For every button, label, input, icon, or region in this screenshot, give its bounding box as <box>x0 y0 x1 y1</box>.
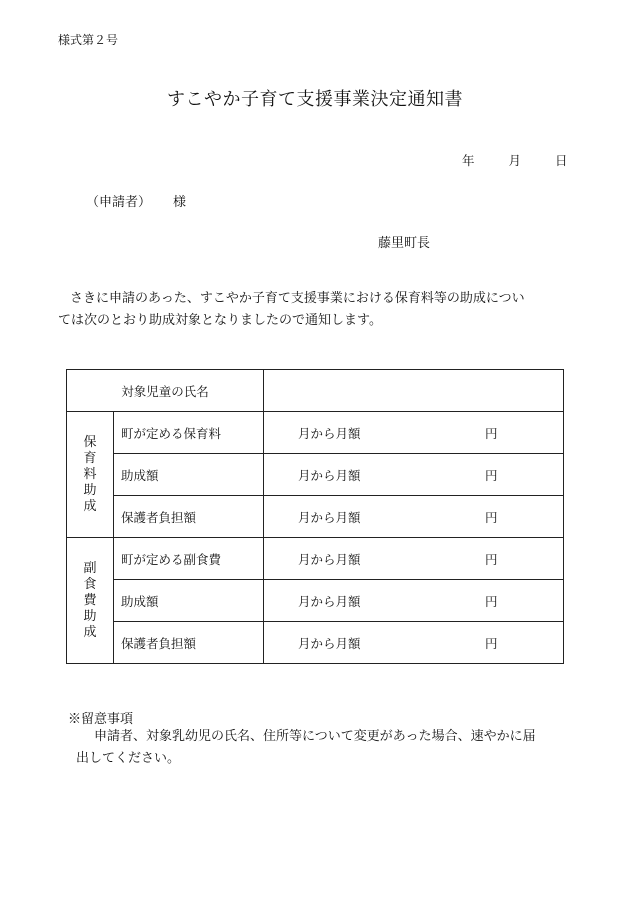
row-label: 町が定める保育料 <box>114 412 264 454</box>
child-name-field[interactable] <box>264 370 564 412</box>
notes-heading: ※留意事項 <box>68 712 134 727</box>
amount-field[interactable] <box>264 538 564 580</box>
yen-unit: 円 <box>485 510 498 525</box>
childcare-fee-subsidy-heading: 保 育 料 助 成 <box>67 412 114 538</box>
notes-line: 出してください。 <box>76 751 181 766</box>
period-text: 月から月額 <box>298 468 361 483</box>
period-text: 月から月額 <box>298 594 361 609</box>
date-year-label: 年 <box>462 153 475 168</box>
row-label: 町が定める副食費 <box>114 538 264 580</box>
amount-field[interactable] <box>264 622 564 664</box>
issuer-name: 藤里町長 <box>378 236 431 251</box>
form-number: 様式第２号 <box>58 33 119 47</box>
period-text: 月から月額 <box>298 426 361 441</box>
yen-unit: 円 <box>485 636 498 651</box>
period-text: 月から月額 <box>298 552 361 567</box>
table-row <box>67 622 564 664</box>
row-label: 助成額 <box>114 580 264 622</box>
table-row <box>67 454 564 496</box>
applicant-label: （申請者） <box>86 195 152 210</box>
date-line <box>462 151 568 169</box>
amount-field[interactable] <box>264 412 564 454</box>
amount-field[interactable] <box>264 454 564 496</box>
period-text: 月から月額 <box>298 636 361 651</box>
yen-unit: 円 <box>485 426 498 441</box>
notes-line: 申請者、対象乳幼児の氏名、住所等について変更があった場合、速やかに届 <box>94 729 536 744</box>
table-row <box>67 580 564 622</box>
table-row <box>67 538 564 580</box>
document-title: すこやか子育て支援事業決定通知書 <box>167 89 463 110</box>
row-label: 保護者負担額 <box>114 496 264 538</box>
yen-unit: 円 <box>485 552 498 567</box>
date-month-label: 月 <box>508 153 522 168</box>
side-dish-fee-subsidy-heading: 副 食 費 助 成 <box>67 538 114 664</box>
notice-body-line: さきに申請のあった、すこやか子育て支援事業における保育料等の助成につい <box>70 291 525 306</box>
table-row <box>67 412 564 454</box>
table-row <box>67 496 564 538</box>
period-text: 月から月額 <box>298 510 361 525</box>
notice-body-line: ては次のとおり助成対象となりましたので通知します。 <box>58 313 382 328</box>
amount-field[interactable] <box>264 496 564 538</box>
child-name-row <box>67 370 564 412</box>
applicant-honorific: 様 <box>173 195 187 210</box>
yen-unit: 円 <box>485 468 498 483</box>
yen-unit: 円 <box>485 594 498 609</box>
amount-field[interactable] <box>264 580 564 622</box>
notice-body <box>58 288 576 332</box>
row-label: 助成額 <box>114 454 264 496</box>
applicant-line <box>86 191 186 210</box>
date-day-label: 日 <box>555 153 568 168</box>
child-name-label: 対象児童の氏名 <box>67 370 264 412</box>
row-label: 保護者負担額 <box>114 622 264 664</box>
subsidy-table <box>66 369 564 664</box>
notes-body <box>68 726 578 770</box>
